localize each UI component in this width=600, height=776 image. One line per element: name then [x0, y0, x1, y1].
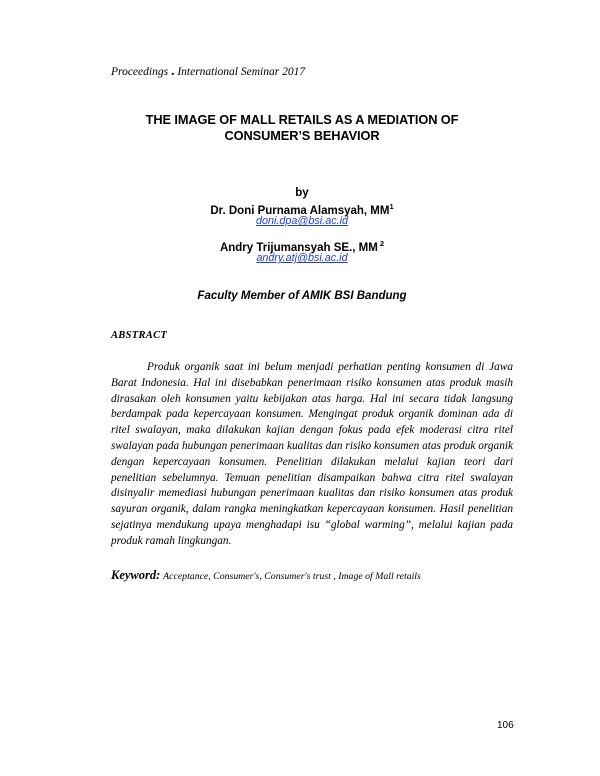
keywords-terms: Acceptance, Consumer's, Consumer's trust , Image of Mall retails	[163, 571, 421, 582]
author-1-name-text: Dr. Doni Purnama Alamsyah, MM	[210, 204, 390, 217]
author-2-name-text: Andry Trijumansyah SE., MM	[219, 241, 378, 254]
proceedings-label: Proceedings	[111, 66, 169, 78]
author-1-email-row	[60, 215, 544, 227]
by-label: by	[295, 187, 309, 199]
author-1-superscript: 1	[389, 202, 394, 211]
header-separator: .	[170, 64, 175, 79]
author-2-email-link[interactable]: andry.atj@bsi.ac.id	[256, 252, 348, 264]
author-1-email-link[interactable]: doni.dpa@bsi.ac.id	[256, 215, 348, 227]
abstract-text: Produk organik saat ini belum menjadi perhatian penting konsumen di Jawa Barat Indonesia. Hal ini disebabkan penerimaan risiko konsumen atas produk masih dirasakan oleh konsumen yaitu kebijakan atas harga. Hal ini secara tidak langsung berdampak pada kepercayaan konsumen. Mengingat produk organik dominan ada di ritel swalayan, maka dilakukan kajian dengan fokus pada efek moderasi citra ritel swalayan pada hubungan penerimaan kualitas dan risiko konsumen atas produk organik dengan kepercayaan konsumen. Penelitian dilakukan melalui kajian teori dari penelitian sebelumnya. Temuan penelitian disampaikan bahwa citra ritel swalayan disinyalir memediasi hubungan penerimaan kualitas dan risiko konsumen atas produk sayuran organik, dalam rangka meningkatkan kepercayaan konsumen. Hasil penelitian sejatinya mendukung upaya menghadapi isu “global warming”, melalui kajian pada produk ramah lingkungan.	[111, 361, 513, 547]
abstract-body	[111, 360, 513, 550]
title-line-1: THE IMAGE OF MALL RETAILS AS A MEDIATION OF	[145, 112, 459, 127]
paper-title	[60, 112, 544, 144]
keywords-row	[111, 568, 421, 583]
seminar-label: International Seminar 2017	[177, 66, 306, 78]
title-line-2: CONSUMER’S BEHAVIOR	[224, 128, 380, 143]
abstract-heading: ABSTRACT	[111, 330, 168, 341]
page-number: 106	[497, 720, 514, 731]
author-2-email-row	[60, 252, 544, 264]
keywords-label: Keyword:	[111, 568, 161, 582]
proceedings-header	[111, 64, 305, 80]
affiliation: Faculty Member of AMIK BSI Bandung	[197, 290, 407, 302]
author-2-superscript: 2	[377, 239, 385, 248]
